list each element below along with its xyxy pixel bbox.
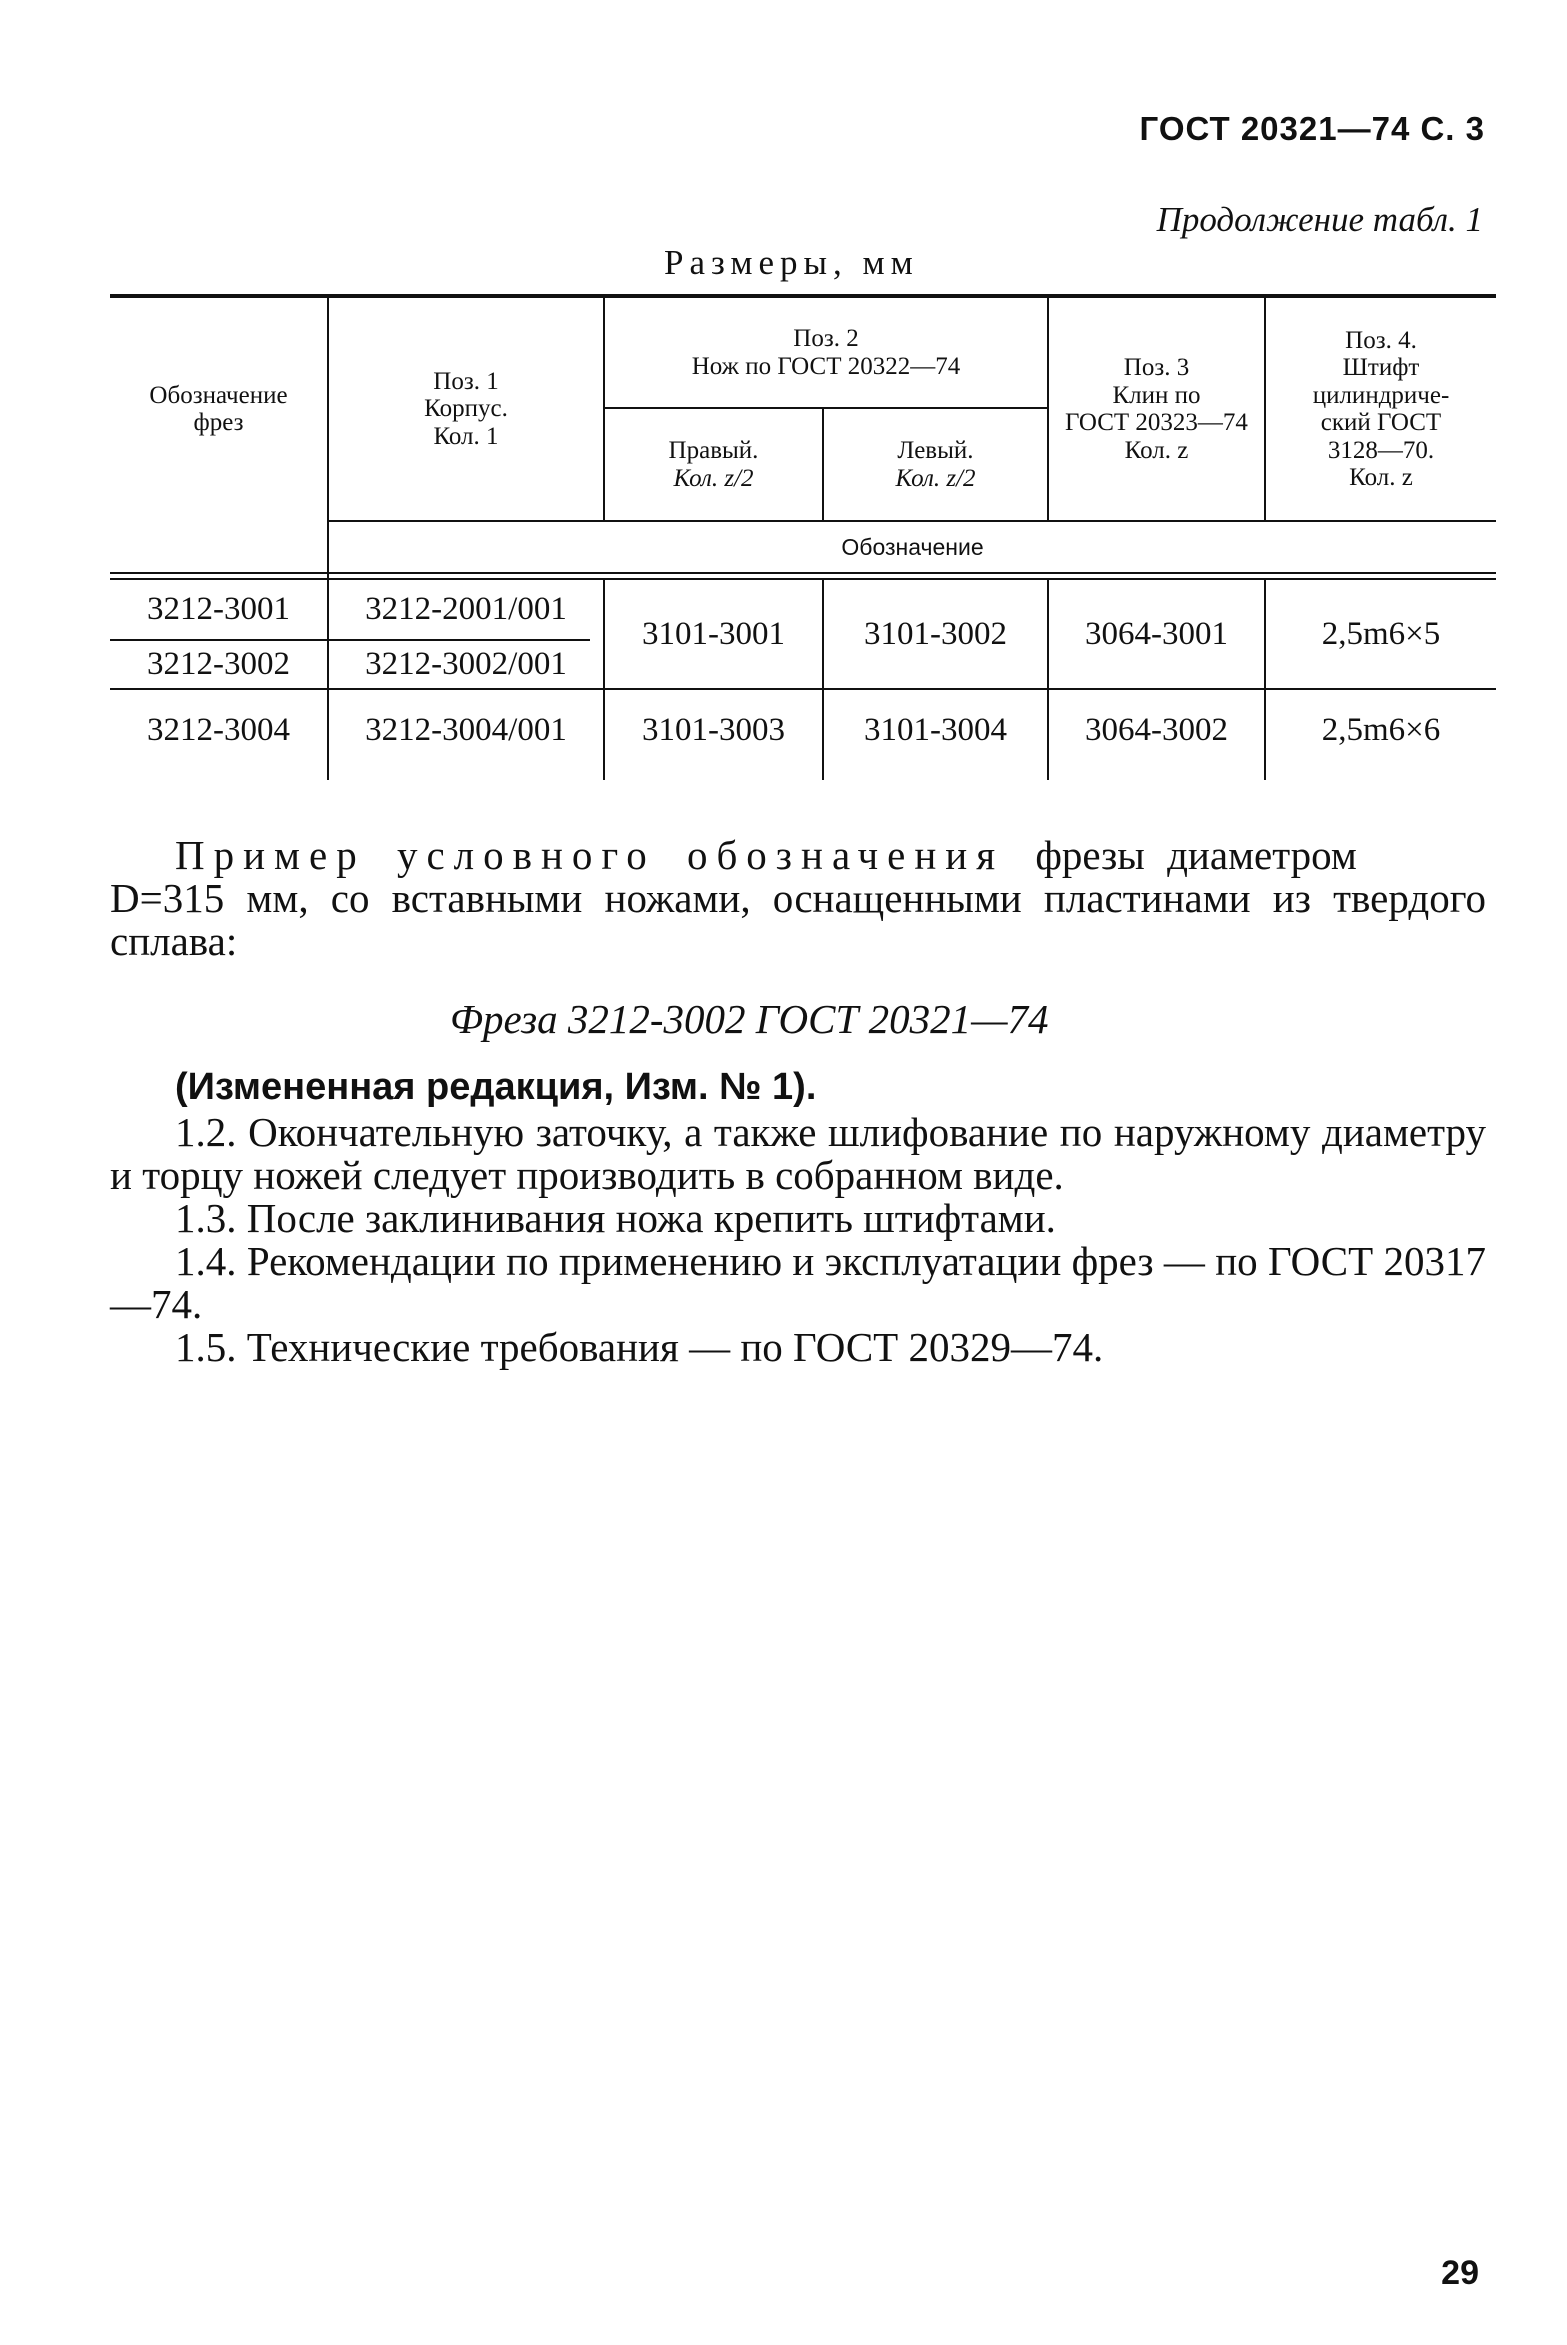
col-header-body: Поз. 1 Корпус. Кол. 1 — [424, 367, 508, 450]
knife-right-cell: 3101-3003 — [642, 711, 785, 748]
example-intro-spaced: Пример условного обозначения — [175, 832, 1005, 878]
clause-1-4: 1.4. Рекомендации по применению и эксплуатации фрез — по ГОСТ 20317—74. — [110, 1238, 1486, 1327]
dimensions-caption: Размеры, мм — [664, 243, 919, 282]
knife-left-cell: 3101-3002 — [864, 615, 1007, 652]
knife-right-cell: 3101-3001 — [642, 615, 785, 652]
pin-cell: 2,5m6×5 — [1321, 615, 1441, 652]
clause-1-5: 1.5. Технические требования — по ГОСТ 20329—74. — [175, 1324, 1104, 1370]
page-number: 29 — [1441, 2254, 1479, 2292]
wedge-cell: 3064-3002 — [1085, 711, 1228, 748]
example-intro-tail: фрезы диаметром — [1035, 832, 1357, 878]
clause-1-2: 1.2. Окончательную заточку, а также шлифование по наружному диаметру и торцу ножей следует производить в собранном виде. — [110, 1109, 1486, 1198]
example-intro-line — [175, 834, 1357, 877]
mill-designation-cell: 3212-3002 — [147, 646, 290, 682]
body-designation-cell: 3212-2001/001 — [365, 591, 567, 627]
subheader-designation: Обозначение — [841, 533, 984, 560]
example-intro-continuation: D=315 мм, со вставными ножами, оснащенными пластинами из твердого сплава: — [110, 875, 1486, 964]
mill-designation-cell: 3212-3004 — [147, 711, 290, 748]
body-designation-cell: 3212-3004/001 — [365, 711, 567, 748]
col-header-pin: Поз. 4. Штифт цилиндриче- ский ГОСТ 3128—70. Кол. z — [1312, 326, 1450, 491]
document-reference: ГОСТ 20321—74 С. 3 — [1139, 110, 1485, 147]
body-designation-cell: 3212-3002/001 — [365, 646, 567, 682]
table-continuation-note: Продолжение табл. 1 — [1156, 200, 1483, 239]
table-header-double-rule — [110, 572, 1496, 574]
col-header-wedge: Поз. 3 Клин по ГОСТ 20323—74 Кол. z — [1065, 354, 1248, 464]
knife-left-cell: 3101-3004 — [864, 711, 1007, 748]
revision-note: (Измененная редакция, Изм. № 1). — [175, 1066, 817, 1108]
col-header-knife-left: Левый. Кол. z/2 — [895, 437, 976, 492]
clause-1-3: 1.3. После заклинивания ножа крепить штифтами. — [175, 1195, 1056, 1241]
designation-example: Фреза 3212-3002 ГОСТ 20321—74 — [450, 996, 1049, 1042]
mill-designation-cell: 3212-3001 — [147, 591, 290, 627]
dimensions-table — [110, 290, 1496, 780]
col-header-knife-right: Правый. Кол. z/2 — [668, 437, 759, 492]
col-header-mill-designation: Обозначение фрез — [149, 381, 288, 436]
pin-cell: 2,5m6×6 — [1321, 711, 1441, 748]
wedge-cell: 3064-3001 — [1085, 615, 1228, 652]
col-header-knife: Поз. 2 Нож по ГОСТ 20322—74 — [691, 325, 961, 380]
